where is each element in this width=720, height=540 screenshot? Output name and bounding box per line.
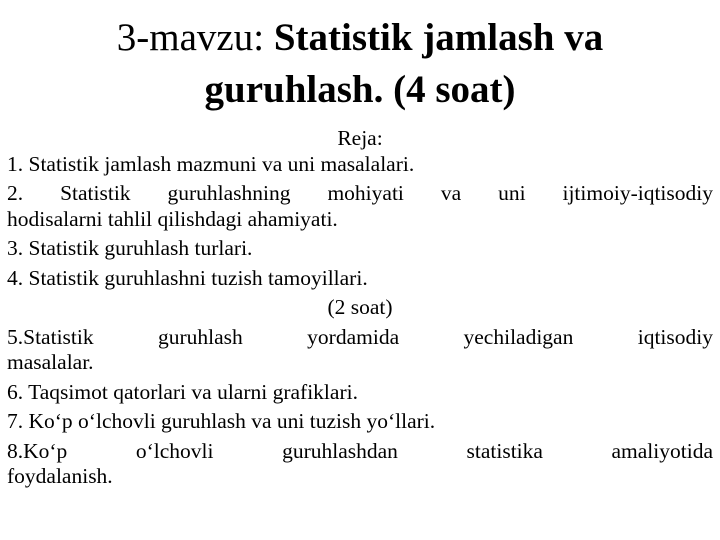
plan-heading: Reja:	[337, 126, 383, 150]
plan-item-6: 6. Taqsimot qatorlari va ularni grafiklari.	[7, 379, 358, 404]
plan-item-8-line-1: 8.Ko‘p o‘lchovli guruhlashdan statistika amaliyotida	[7, 438, 713, 463]
title-bold-line2: guruhlash. (4 soat)	[204, 68, 516, 111]
plan-item-2-line-1: 2. Statistik guruhlashning mohiyati va uni ijtimoiy-iqtisodiy	[7, 181, 713, 205]
plan-subheading: (2 soat)	[327, 295, 393, 319]
plan-item-7: 7. Ko‘p o‘lchovli guruhlash va uni tuzish yo‘llari.	[7, 409, 436, 433]
plan-item-5-line-2: masalalar.	[7, 350, 94, 374]
plan-item-8-line-2: foydalanish.	[7, 464, 113, 488]
plan-item-4: 4. Statistik guruhlashni tuzish tamoyillari.	[7, 265, 368, 290]
plan-item-1: 1. Statistik jamlash mazmuni va uni masalalari.	[7, 151, 415, 176]
plan-item-5-line-1: 5.Statistik guruhlash yordamida yechiladigan iqtisodiy	[7, 324, 713, 349]
title-prefix: 3-mavzu:	[116, 16, 274, 59]
plan-content	[7, 126, 713, 490]
plan-item-3: 3. Statistik guruhlash turlari.	[7, 236, 253, 260]
plan-item-2-line-2: hodisalarni tahlil qilishdagi ahamiyati.	[7, 206, 338, 231]
title-bold-line1: Statistik jamlash va	[273, 16, 604, 59]
page-title	[0, 12, 720, 116]
